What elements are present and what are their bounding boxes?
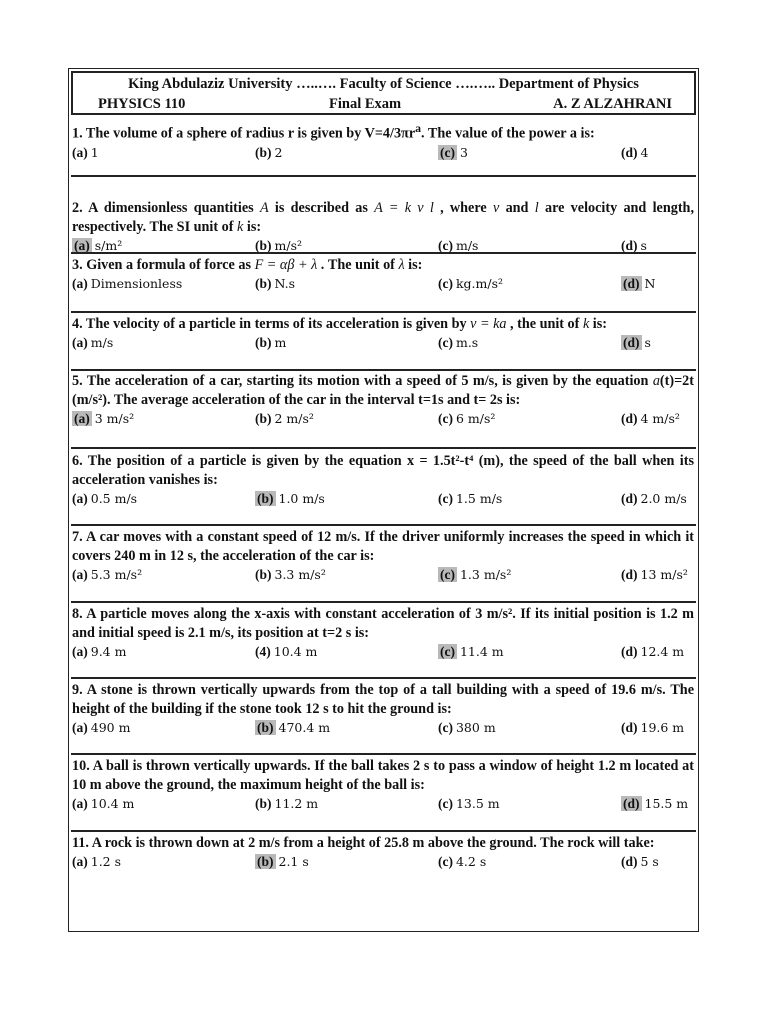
option-b[interactable] xyxy=(255,335,286,351)
option-value: N.s xyxy=(274,276,296,291)
question-stem: 2. A dimensionless quantities A is described as A = k v l , where v and l are velocity and length, respectively. The SI unit of k is: xyxy=(72,200,694,235)
option-letter: (d) xyxy=(621,144,638,160)
answer-options xyxy=(72,410,694,430)
option-c[interactable] xyxy=(438,644,504,660)
option-letter: (a) xyxy=(72,567,88,582)
option-letter: (c) xyxy=(438,720,453,735)
option-letter: (c) xyxy=(438,276,453,291)
option-b[interactable] xyxy=(255,491,325,507)
option-b[interactable] xyxy=(255,411,314,427)
option-letter: (b) xyxy=(255,238,272,253)
option-d[interactable] xyxy=(621,796,688,812)
answer-options xyxy=(72,566,694,586)
option-letter: (a) xyxy=(72,276,88,291)
answer-options xyxy=(72,275,694,295)
option-c[interactable] xyxy=(438,411,495,427)
option-d[interactable] xyxy=(621,145,648,161)
exam-sheet xyxy=(68,68,699,932)
option-a[interactable] xyxy=(72,854,121,870)
option-a[interactable] xyxy=(72,644,126,660)
option-value: 13.5 m xyxy=(455,796,500,811)
option-b[interactable] xyxy=(255,644,317,660)
option-value: 490 m xyxy=(90,720,131,735)
option-value: 4.2 s xyxy=(455,854,487,869)
option-value: s/m² xyxy=(94,238,123,253)
question-divider xyxy=(71,830,696,832)
option-c[interactable] xyxy=(438,720,496,736)
answer-options xyxy=(72,490,694,510)
option-letter: (b) xyxy=(255,276,272,291)
option-a[interactable] xyxy=(72,491,137,507)
option-c[interactable] xyxy=(438,491,502,507)
question-stem: 5. The acceleration of a car, starting its motion with a speed of 5 m/s, is given by the equation a(t)=2t (m/s²). The average acceleration of the car in the interval t=1s and t= 2s is: xyxy=(72,373,694,408)
question-5 xyxy=(72,372,694,430)
question-7 xyxy=(72,528,694,586)
option-a[interactable] xyxy=(72,145,99,161)
selected-option-letter: (b) xyxy=(257,491,274,506)
option-value: 4 xyxy=(640,144,649,160)
option-value: 1.3 m/s² xyxy=(459,567,512,582)
question-stem: 7. A car moves with a constant speed of 12 m/s. If the driver uniformly increases the speed in which it covers 240 m in 12 s, the acceleration of the car is: xyxy=(72,529,694,564)
answer-options xyxy=(72,237,694,257)
option-c[interactable] xyxy=(438,796,500,812)
option-value: Dimensionless xyxy=(90,276,183,291)
option-value: 1.5 m/s xyxy=(455,491,503,506)
option-letter: (a) xyxy=(72,644,88,659)
option-letter: (c) xyxy=(438,335,453,350)
option-letter: (a) xyxy=(72,796,88,811)
option-d[interactable] xyxy=(621,567,688,583)
option-letter: (b) xyxy=(255,335,272,350)
question-stem: 6. The position of a particle is given by the equation x = 1.5t²-t⁴ (m), the speed of the ball when its acceleration vanishes is: xyxy=(72,453,694,488)
exam-title: Final Exam xyxy=(329,96,402,112)
option-letter: (d) xyxy=(621,238,638,253)
answer-options xyxy=(72,795,694,815)
option-value: 5.3 m/s² xyxy=(90,567,143,582)
answer-options xyxy=(72,853,694,873)
option-value: 0.5 m/s xyxy=(90,491,138,506)
question-3 xyxy=(72,256,694,295)
question-divider xyxy=(71,601,696,603)
option-value: 11.2 m xyxy=(274,796,319,811)
option-d[interactable] xyxy=(621,411,680,427)
answer-options xyxy=(72,719,694,739)
option-value: 6 m/s² xyxy=(455,411,496,426)
option-letter: (d) xyxy=(621,854,638,869)
option-value: 2.1 s xyxy=(278,854,309,869)
answer-options xyxy=(72,334,694,354)
option-value: m/s² xyxy=(274,238,302,253)
option-value: s xyxy=(644,335,651,350)
selected-option-letter: (b) xyxy=(257,854,274,869)
option-letter: (a) xyxy=(72,335,88,350)
option-letter: (b) xyxy=(255,144,272,160)
option-letter: (b) xyxy=(255,411,272,426)
option-b[interactable] xyxy=(255,145,282,161)
question-8 xyxy=(72,605,694,663)
option-value: m/s xyxy=(455,238,479,253)
option-d[interactable] xyxy=(621,335,651,351)
option-value: 3 xyxy=(459,144,468,160)
option-letter: (d) xyxy=(621,720,638,735)
question-stem: 4. The velocity of a particle in terms of its acceleration is given by v = ka , the unit of k is: xyxy=(72,316,607,332)
option-value: 1 xyxy=(90,144,99,160)
question-divider xyxy=(71,677,696,679)
option-letter: (c) xyxy=(438,238,453,253)
question-stem: 11. A rock is thrown down at 2 m/s from a height of 25.8 m above the ground. The rock will take: xyxy=(72,835,655,851)
option-d[interactable] xyxy=(621,644,684,660)
university-line: King Abdulaziz University …..…. Faculty of Science ….….. Department of Physics xyxy=(128,76,639,92)
selected-option-letter: (d) xyxy=(623,276,640,291)
option-a[interactable] xyxy=(72,276,182,292)
option-value: 15.5 m xyxy=(644,796,689,811)
option-b[interactable] xyxy=(255,276,295,292)
question-divider xyxy=(71,252,696,254)
selected-option-letter: (d) xyxy=(623,335,640,350)
option-letter: (d) xyxy=(621,567,638,582)
option-a[interactable] xyxy=(72,796,134,812)
option-letter: (d) xyxy=(621,644,638,659)
option-value: 4 m/s² xyxy=(640,411,680,426)
question-stem: 8. A particle moves along the x-axis with constant acceleration of 3 m/s². If its initial position is 1.2 m and initial speed is 2.1 m/s, its position at t=2 s is: xyxy=(72,606,694,641)
option-letter: (b) xyxy=(255,796,272,811)
question-4 xyxy=(72,315,694,354)
option-value: 3 m/s² xyxy=(94,411,135,426)
option-a[interactable] xyxy=(72,335,113,351)
question-stem: 10. A ball is thrown vertically upwards. If the ball takes 2 s to pass a window of height 1.2 m located at 10 m above the ground, the maximum height of the ball is: xyxy=(72,758,694,793)
option-letter: (c) xyxy=(438,491,453,506)
option-value: 1.0 m/s xyxy=(278,491,325,506)
option-value: 470.4 m xyxy=(278,720,331,735)
option-b[interactable] xyxy=(255,567,326,583)
question-10 xyxy=(72,757,694,815)
selected-option-letter: (c) xyxy=(440,567,455,582)
option-letter: (a) xyxy=(72,854,88,869)
option-c[interactable] xyxy=(438,145,468,161)
option-value: 2 xyxy=(274,144,283,160)
question-divider xyxy=(71,753,696,755)
option-value: 12.4 m xyxy=(640,644,685,659)
option-letter: (c) xyxy=(438,411,453,426)
option-value: 3.3 m/s² xyxy=(274,567,326,582)
option-b[interactable] xyxy=(255,854,309,870)
answer-options xyxy=(72,144,694,164)
question-stem: 1. The volume of a sphere of radius r is given by $V=4/3\pi r^a$. The value of the power a is: xyxy=(72,121,595,142)
question-divider xyxy=(71,369,696,371)
selected-option-letter: (c) xyxy=(440,144,455,160)
question-11 xyxy=(72,834,694,873)
option-c[interactable] xyxy=(438,567,511,583)
option-a[interactable] xyxy=(72,567,142,583)
option-a[interactable] xyxy=(72,411,134,427)
selected-option-letter: (b) xyxy=(257,720,274,735)
selected-option-letter: (a) xyxy=(74,411,90,426)
option-value: 1.2 s xyxy=(90,854,122,869)
question-9 xyxy=(72,681,694,739)
option-letter: (d) xyxy=(621,491,638,506)
question-divider xyxy=(71,175,696,177)
question-stem: 3. Given a formula of force as F = αβ + λ . The unit of λ is: xyxy=(72,257,423,273)
option-d[interactable] xyxy=(621,491,687,507)
option-d[interactable] xyxy=(621,720,684,736)
option-value: 10.4 m xyxy=(90,796,135,811)
option-value: kg.m/s² xyxy=(455,276,504,291)
option-letter: (a) xyxy=(72,144,88,160)
option-value: 9.4 m xyxy=(90,644,127,659)
option-c[interactable] xyxy=(438,335,478,351)
question-divider xyxy=(71,311,696,313)
option-d[interactable] xyxy=(621,276,655,292)
question-divider xyxy=(71,524,696,526)
option-b[interactable] xyxy=(255,796,318,812)
option-a[interactable] xyxy=(72,720,130,736)
option-value: 2 m/s² xyxy=(274,411,314,426)
option-value: N xyxy=(644,276,656,291)
option-c[interactable] xyxy=(438,854,486,870)
selected-option-letter: (a) xyxy=(74,238,90,253)
option-d[interactable] xyxy=(621,854,659,870)
answer-options xyxy=(72,643,694,663)
option-letter: (4) xyxy=(255,644,271,659)
option-value: 10.4 m xyxy=(273,644,318,659)
option-letter: (b) xyxy=(255,567,272,582)
question-6 xyxy=(72,452,694,510)
option-b[interactable] xyxy=(255,720,330,736)
question-stem: 9. A stone is thrown vertically upwards from the top of a tall building with a speed of 19.6 m/s. The height of the building if the stone took 12 s to hit the ground is: xyxy=(72,682,694,717)
option-letter: (c) xyxy=(438,796,453,811)
option-value: m.s xyxy=(455,335,479,350)
instructor-name: A. Z ALZAHRANI xyxy=(553,96,672,112)
option-value: 13 m/s² xyxy=(640,567,688,582)
question-2 xyxy=(72,199,694,257)
option-letter: (d) xyxy=(621,411,638,426)
question-1 xyxy=(72,119,694,164)
selected-option-letter: (d) xyxy=(623,796,640,811)
option-c[interactable] xyxy=(438,276,503,292)
question-divider xyxy=(71,447,696,449)
course-code: PHYSICS 110 xyxy=(98,96,186,112)
selected-option-letter: (c) xyxy=(440,644,455,659)
option-value: m xyxy=(274,335,287,350)
option-value: 380 m xyxy=(455,720,496,735)
option-letter: (a) xyxy=(72,720,88,735)
option-letter: (c) xyxy=(438,854,453,869)
option-value: 5 s xyxy=(640,854,659,869)
option-value: m/s xyxy=(90,335,114,350)
option-value: s xyxy=(640,238,647,253)
option-letter: (a) xyxy=(72,491,88,506)
option-value: 19.6 m xyxy=(640,720,685,735)
option-value: 2.0 m/s xyxy=(640,491,687,506)
option-value: 11.4 m xyxy=(459,644,504,659)
exam-header xyxy=(71,71,696,115)
